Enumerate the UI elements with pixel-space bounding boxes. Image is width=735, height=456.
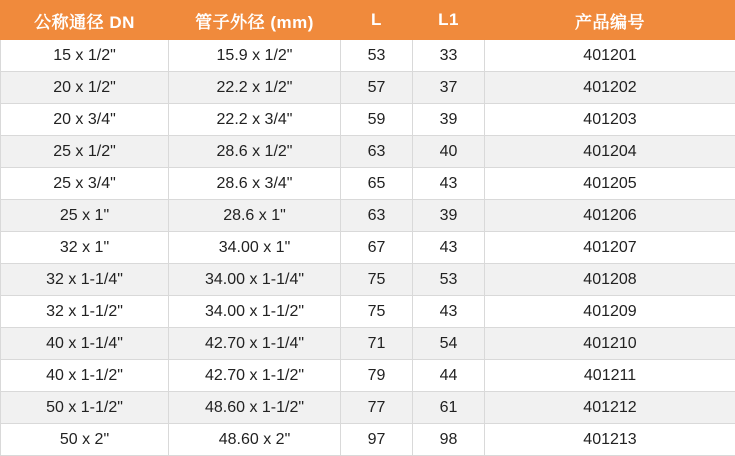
cell-pipe-outer-diameter: 34.00 x 1": [169, 232, 341, 264]
table-header: [1, 1, 735, 40]
table-row: [1, 392, 735, 424]
cell-l1: 54: [413, 328, 485, 360]
cell-nominal-diameter: 32 x 1-1/2": [1, 296, 169, 328]
cell-product-code: 401202: [485, 72, 735, 104]
table-row: [1, 72, 735, 104]
cell-product-code: 401205: [485, 168, 735, 200]
cell-l: 97: [341, 424, 413, 456]
cell-nominal-diameter: 20 x 3/4": [1, 104, 169, 136]
cell-pipe-outer-diameter: 28.6 x 3/4": [169, 168, 341, 200]
table-row: [1, 424, 735, 456]
cell-pipe-outer-diameter: 22.2 x 1/2": [169, 72, 341, 104]
cell-l1: 37: [413, 72, 485, 104]
cell-nominal-diameter: 25 x 3/4": [1, 168, 169, 200]
cell-nominal-diameter: 50 x 2": [1, 424, 169, 456]
cell-pipe-outer-diameter: 28.6 x 1/2": [169, 136, 341, 168]
cell-nominal-diameter: 25 x 1": [1, 200, 169, 232]
table-row: [1, 296, 735, 328]
cell-l: 63: [341, 136, 413, 168]
cell-l1: 40: [413, 136, 485, 168]
cell-product-code: 401209: [485, 296, 735, 328]
table-row: [1, 168, 735, 200]
cell-l1: 44: [413, 360, 485, 392]
cell-l1: 53: [413, 264, 485, 296]
cell-nominal-diameter: 40 x 1-1/4": [1, 328, 169, 360]
cell-pipe-outer-diameter: 48.60 x 1-1/2": [169, 392, 341, 424]
cell-pipe-outer-diameter: 28.6 x 1": [169, 200, 341, 232]
table-row: [1, 200, 735, 232]
cell-nominal-diameter: 25 x 1/2": [1, 136, 169, 168]
cell-nominal-diameter: 32 x 1-1/4": [1, 264, 169, 296]
table-row: [1, 328, 735, 360]
cell-l1: 43: [413, 168, 485, 200]
cell-l: 63: [341, 200, 413, 232]
cell-l: 59: [341, 104, 413, 136]
cell-l: 53: [341, 40, 413, 72]
cell-pipe-outer-diameter: 34.00 x 1-1/2": [169, 296, 341, 328]
table-row: [1, 104, 735, 136]
cell-l: 79: [341, 360, 413, 392]
cell-product-code: 401208: [485, 264, 735, 296]
column-header-l1: L1: [413, 1, 485, 40]
cell-l: 65: [341, 168, 413, 200]
cell-l: 67: [341, 232, 413, 264]
table-row: [1, 264, 735, 296]
cell-pipe-outer-diameter: 48.60 x 2": [169, 424, 341, 456]
cell-l1: 43: [413, 232, 485, 264]
cell-nominal-diameter: 15 x 1/2": [1, 40, 169, 72]
cell-product-code: 401213: [485, 424, 735, 456]
cell-pipe-outer-diameter: 42.70 x 1-1/4": [169, 328, 341, 360]
cell-product-code: 401210: [485, 328, 735, 360]
column-header-pipe-outer-diameter: 管子外径 (mm): [169, 1, 341, 40]
cell-l1: 39: [413, 200, 485, 232]
cell-product-code: 401212: [485, 392, 735, 424]
cell-l1: 98: [413, 424, 485, 456]
cell-l1: 61: [413, 392, 485, 424]
cell-l: 77: [341, 392, 413, 424]
cell-pipe-outer-diameter: 15.9 x 1/2": [169, 40, 341, 72]
cell-nominal-diameter: 20 x 1/2": [1, 72, 169, 104]
cell-product-code: 401203: [485, 104, 735, 136]
cell-product-code: 401201: [485, 40, 735, 72]
column-header-nominal-diameter: 公称通径 DN: [1, 1, 169, 40]
cell-product-code: 401206: [485, 200, 735, 232]
table-row: [1, 136, 735, 168]
cell-l: 75: [341, 296, 413, 328]
table-row: [1, 232, 735, 264]
cell-product-code: 401204: [485, 136, 735, 168]
cell-l1: 39: [413, 104, 485, 136]
cell-product-code: 401211: [485, 360, 735, 392]
cell-l: 75: [341, 264, 413, 296]
cell-l: 71: [341, 328, 413, 360]
cell-pipe-outer-diameter: 42.70 x 1-1/2": [169, 360, 341, 392]
cell-nominal-diameter: 32 x 1": [1, 232, 169, 264]
cell-l: 57: [341, 72, 413, 104]
cell-nominal-diameter: 40 x 1-1/2": [1, 360, 169, 392]
table-row: [1, 360, 735, 392]
table-header-row: [1, 1, 735, 40]
cell-product-code: 401207: [485, 232, 735, 264]
cell-nominal-diameter: 50 x 1-1/2": [1, 392, 169, 424]
cell-l1: 33: [413, 40, 485, 72]
column-header-product-code: 产品编号: [485, 1, 735, 40]
column-header-l: L: [341, 1, 413, 40]
cell-pipe-outer-diameter: 34.00 x 1-1/4": [169, 264, 341, 296]
cell-pipe-outer-diameter: 22.2 x 3/4": [169, 104, 341, 136]
table-body: [1, 40, 735, 456]
cell-l1: 43: [413, 296, 485, 328]
table-row: [1, 40, 735, 72]
